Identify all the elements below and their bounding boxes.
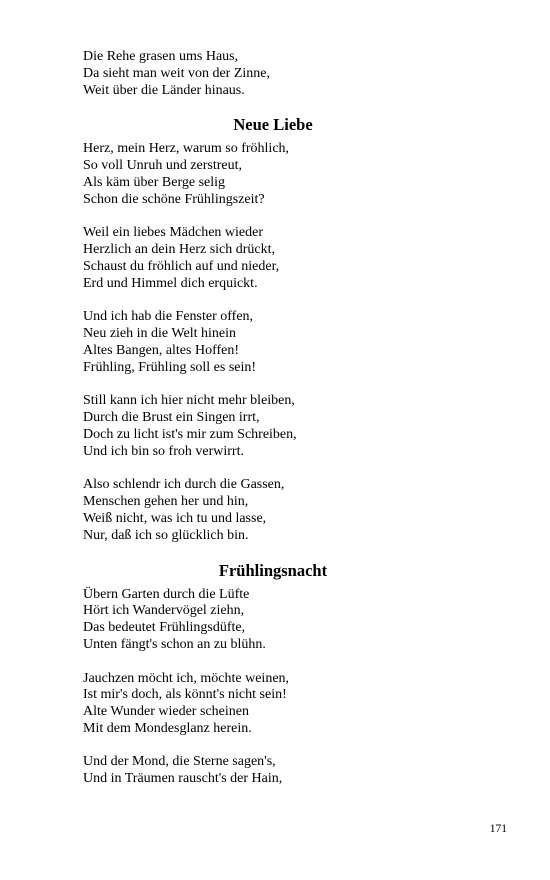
verse-line: Übern Garten durch die Lüfte	[83, 586, 250, 602]
stanza	[83, 141, 463, 208]
verse-line: Und in Träumen rauscht's der Hain,	[83, 771, 283, 787]
verse-line: Hört ich Wandervögel ziehn,	[83, 603, 245, 619]
verse-line: Weiß nicht, was ich tu und lasse,	[83, 510, 267, 526]
verse-line: Herzlich an dein Herz sich drückt,	[83, 242, 276, 258]
verse-line: Weil ein liebes Mädchen wieder	[83, 225, 264, 241]
verse-line: Ist mir's doch, als könnt's nicht sein!	[83, 687, 287, 703]
stanza	[83, 393, 463, 460]
verse-line: Nur, daß ich so glücklich bin.	[83, 527, 249, 543]
verse-line: Erd und Himmel dich erquickt.	[83, 275, 258, 291]
verse-line: Jauchzen möcht ich, möchte weinen,	[83, 670, 290, 686]
verse-line: Und ich bin so froh verwirrt.	[83, 443, 244, 459]
stanza-break	[83, 377, 463, 394]
section-spacer	[83, 545, 463, 561]
verse-line: Weit über die Länder hinaus.	[83, 82, 245, 98]
verse-line: Unten fängt's schon an zu blühn.	[83, 636, 266, 652]
verse-line: Schon die schöne Frühlingszeit?	[83, 191, 265, 207]
verse-line: Still kann ich hier nicht mehr bleiben,	[83, 393, 295, 409]
verse-line: Schaust du fröhlich auf und nieder,	[83, 258, 280, 274]
verse-line: Und der Mond, die Sterne sagen's,	[83, 754, 276, 770]
verse-line: Da sieht man weit von der Zinne,	[83, 65, 271, 81]
verse-line: Neu zieh in die Welt hinein	[83, 326, 236, 342]
verse-line: Frühling, Frühling soll es sein!	[83, 359, 257, 375]
verse-line: Herz, mein Herz, warum so fröhlich,	[83, 141, 290, 157]
stanza-break	[83, 209, 463, 226]
verse-line: Das bedeutet Frühlingsdüfte,	[83, 620, 246, 636]
stanza	[83, 671, 463, 738]
poem-text-column	[83, 49, 463, 788]
verse-line: Doch zu licht ist's mir zum Schreiben,	[83, 426, 297, 442]
stanza-break	[83, 293, 463, 310]
poem-title: Frühlingsnacht	[218, 560, 328, 580]
verse-line: Mit dem Mondesglanz herein.	[83, 720, 252, 736]
stanza	[83, 754, 463, 788]
verse-line: Menschen gehen her und hin,	[83, 494, 249, 510]
verse-line: Durch die Brust ein Singen irrt,	[83, 410, 260, 426]
stanza	[83, 225, 463, 292]
verse-line: So voll Unruh und zerstreut,	[83, 158, 243, 174]
verse-line: Alte Wunder wieder scheinen	[83, 704, 249, 720]
section-spacer	[83, 99, 463, 115]
stanza	[83, 587, 463, 654]
stanza	[83, 477, 463, 544]
stanza	[83, 49, 463, 99]
verse-line: Altes Bangen, altes Hoffen!	[83, 342, 240, 358]
stanza-break	[83, 738, 463, 755]
verse-line: Und ich hab die Fenster offen,	[83, 309, 254, 325]
poem-title: Neue Liebe	[233, 115, 313, 135]
stanza	[83, 309, 463, 376]
verse-line: Die Rehe grasen ums Haus,	[83, 49, 239, 64]
verse-line: Also schlendr ich durch die Gassen,	[83, 477, 285, 493]
verse-line: Als käm über Berge selig	[83, 174, 226, 190]
stanza-break	[83, 461, 463, 478]
stanza-break	[83, 654, 463, 671]
page-number: 171	[489, 823, 507, 835]
